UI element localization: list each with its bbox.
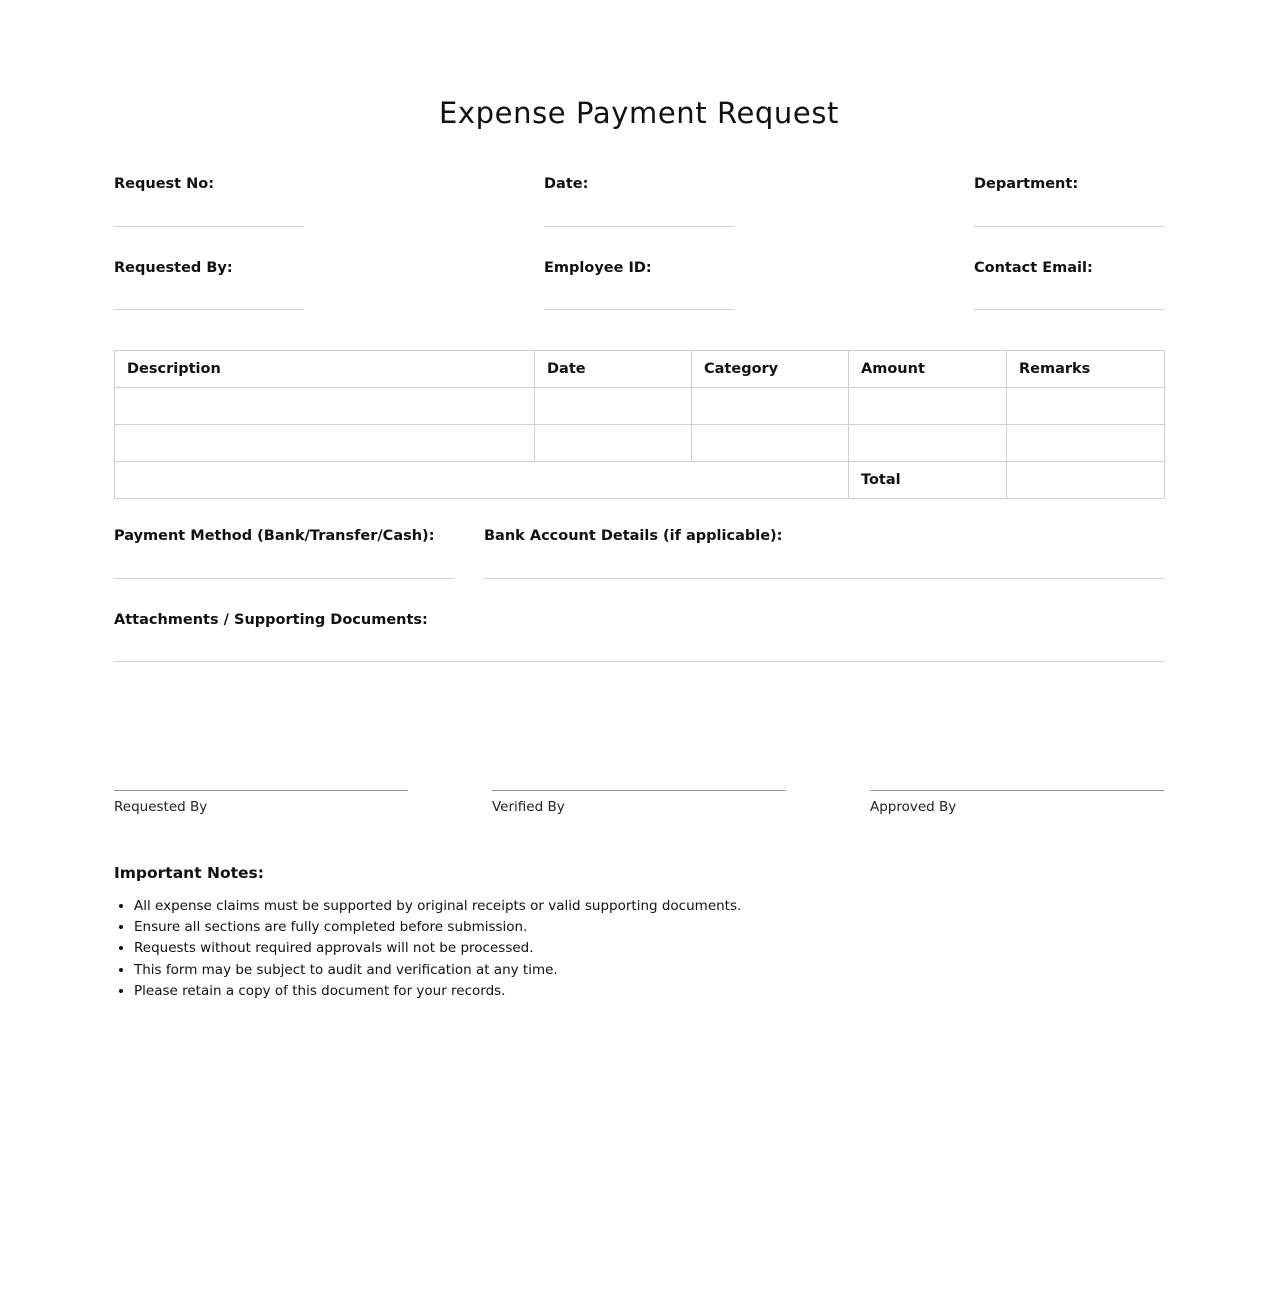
table-header-row [115, 351, 1165, 388]
employee-id-field [544, 260, 734, 276]
attachments-input-line[interactable] [114, 661, 1164, 662]
signature-label-verified-by: Verified By [492, 799, 565, 815]
list-item: • Requests without required approvals will not be processed. [134, 938, 741, 959]
table-cell[interactable] [849, 388, 1007, 425]
signature-requested-by [114, 790, 408, 815]
table-cell[interactable] [535, 425, 692, 462]
department-input-line[interactable] [974, 226, 1164, 227]
list-item: • All expense claims must be supported by original receipts or valid supporting documents. [134, 896, 741, 917]
page-title: Expense Payment Request [438, 96, 840, 130]
signature-line-requested-by[interactable] [114, 790, 408, 791]
total-row-blank [115, 462, 849, 499]
date-label: Date: [544, 176, 589, 192]
column-header-date: Date [535, 351, 692, 388]
total-value-cell[interactable] [1007, 462, 1165, 499]
department-label: Department: [974, 176, 1079, 192]
total-row [115, 462, 1165, 499]
table-row [115, 425, 1165, 462]
contact-email-label: Contact Email: [974, 260, 1093, 276]
table-cell[interactable] [692, 388, 849, 425]
requested-by-field [114, 260, 304, 276]
column-header-description: Description [115, 351, 535, 388]
signature-line-approved-by[interactable] [870, 790, 1164, 791]
column-header-amount: Amount [849, 351, 1007, 388]
bank-details-input-line[interactable] [484, 578, 1164, 579]
list-item: • Ensure all sections are fully completed before submission. [134, 917, 741, 938]
table-cell[interactable] [1007, 388, 1165, 425]
payment-method-label: Payment Method (Bank/Transfer/Cash): [114, 528, 435, 544]
contact-email-input-line[interactable] [974, 309, 1164, 310]
notes-list [114, 896, 741, 1002]
table-cell[interactable] [692, 425, 849, 462]
requested-by-label: Requested By: [114, 260, 233, 276]
signature-line-verified-by[interactable] [492, 790, 786, 791]
column-header-category: Category [692, 351, 849, 388]
payment-method-input-line[interactable] [114, 578, 454, 579]
request-no-label: Request No: [114, 176, 215, 192]
table-cell[interactable] [535, 388, 692, 425]
signature-approved-by [870, 790, 1164, 815]
date-input-line[interactable] [544, 226, 734, 227]
bank-details-field [484, 528, 1164, 544]
table-cell[interactable] [849, 425, 1007, 462]
signature-label-requested-by: Requested By [114, 799, 208, 815]
payment-method-field [114, 528, 454, 544]
contact-email-field [974, 260, 1164, 276]
request-no-field [114, 176, 304, 192]
employee-id-input-line[interactable] [544, 309, 734, 310]
requested-by-input-line[interactable] [114, 309, 304, 310]
department-field [974, 176, 1164, 192]
bank-details-label: Bank Account Details (if applicable): [484, 528, 783, 544]
signature-verified-by [492, 790, 786, 815]
signature-label-approved-by: Approved By [870, 799, 957, 815]
notes-title: Important Notes: [114, 864, 264, 882]
table-cell[interactable] [115, 425, 535, 462]
attachments-label: Attachments / Supporting Documents: [114, 612, 428, 628]
table-cell[interactable] [115, 388, 535, 425]
list-item: • This form may be subject to audit and verification at any time. [134, 960, 741, 981]
total-label: Total [849, 462, 1007, 499]
table-row [115, 388, 1165, 425]
request-no-input-line[interactable] [114, 226, 304, 227]
expense-table [114, 350, 1165, 499]
table-cell[interactable] [1007, 425, 1165, 462]
date-field [544, 176, 734, 192]
attachments-field [114, 612, 1164, 628]
employee-id-label: Employee ID: [544, 260, 652, 276]
list-item: • Please retain a copy of this document for your records. [134, 981, 741, 1002]
column-header-remarks: Remarks [1007, 351, 1165, 388]
